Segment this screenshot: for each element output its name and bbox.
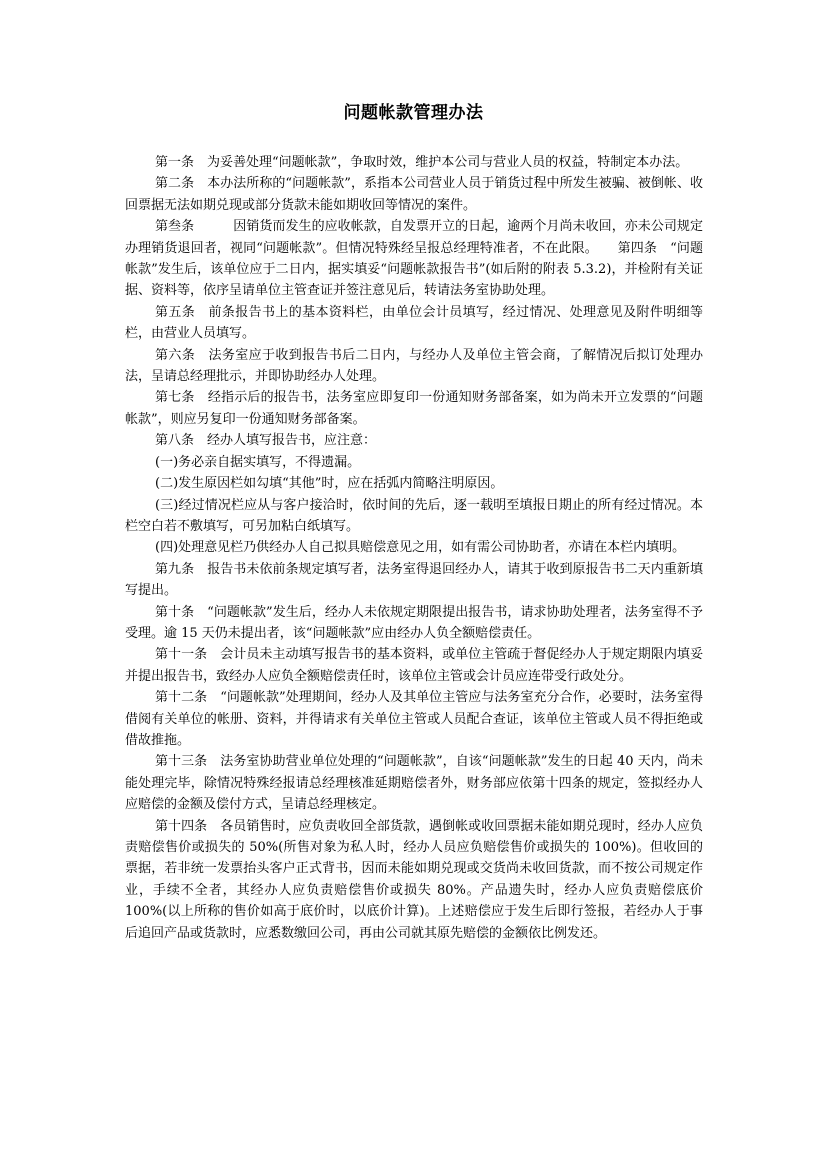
article-7: 第七条 经指示后的报告书，法务室应即复印一份通知财务部备案，如为尚未开立发票的“问题帐款”，则应另复印一份通知财务部备案。 — [125, 390, 703, 427]
article-9: 第九条 报告书未依前条规定填写者，法务室得退回经办人，请其于收到原报告书二天内重新填写提出。 — [125, 561, 703, 599]
article-6: 第六条 法务室应于收到报告书后二日内，与经办人及单位主管会商，了解情况后拟订处理办法，呈请总经理批示，并即协助经办人处理。 — [125, 347, 703, 385]
article-3-and-4: 第叁条 因销货而发生的应收帐款，自发票开立的日起，逾两个月尚未收回，亦未公司规定办理销货退回者，视同“问题帐款”。但情况特殊经呈报总经理特准者，不在此限。 第四条 “问题帐款”发生后，该单位应于二日内，据实填妥“问题帐款报告书”(如后附的附表 5.3.2)，并检附有关证据、资料等，依序呈请单位主管查证并签注意见后，转请法务室协助处理。 — [125, 219, 703, 299]
article-11: 第十一条 会计员未主动填写报告书的基本资料，或单位主管疏于督促经办人于规定期限内填妥并提出报告书，致经办人应负全额赔偿责任时，该单位主管或会计员应连带受行政处分。 — [125, 647, 703, 684]
article-8-item-2: (二)发生原因栏如勾填“其他”时，应在括弧内简略注明原因。 — [155, 476, 504, 492]
article-10: 第十条 “问题帐款”发生后，经办人未依规定期限提出报告书，请求协助处理者，法务室得不予受理。逾 15 天仍未提出者，该“问题帐款”应由经办人负全额赔偿责任。 — [125, 604, 703, 641]
article-8: 第八条 经办人填写报告书，应注意： — [155, 433, 377, 449]
article-12: 第十二条 “问题帐款”处理期间，经办人及其单位主管应与法务室充分合作，必要时，法务室得借阅有关单位的帐册、资料，并得请求有关单位主管或人员配合查证，该单位主管或人员不得拒绝或借故推拖。 — [125, 690, 703, 748]
article-8-item-4: (四)处理意见栏乃供经办人自己拟具赔偿意见之用，如有需公司协助者，亦请在本栏内填明。 — [155, 540, 686, 556]
article-13: 第十三条 法务室协助营业单位处理的“问题帐款”，自该“问题帐款”发生的日起 40 天内，尚未能处理完毕，除情况特殊经报请总经理核准延期赔偿者外，财务部应依第十四条的规定，签拟经办人应赔偿的金额及偿付方式，呈请总经理核定。 — [125, 754, 703, 813]
article-8-item-1: (一)务必亲自据实填写，不得遗漏。 — [155, 454, 361, 470]
article-8-item-3: (三)经过情况栏应从与客户接洽时，依时间的先后，逐一载明至填报日期止的所有经过情况。本栏空白若不敷填写，可另加粘白纸填写。 — [125, 497, 703, 534]
article-2: 第二条 本办法所称的“问题帐款”，系指本公司营业人员于销货过程中所发生被骗、被倒帐、收回票据无法如期兑现或部分货款未能如期收回等情况的案件。 — [125, 176, 703, 213]
article-5: 第五条 前条报告书上的基本资料栏，由单位会计员填写，经过情况、处理意见及附件明细等栏，由营业人员填写。 — [125, 304, 703, 342]
article-1: 第一条 为妥善处理“问题帐款”，争取时效，维护本公司与营业人员的权益，特制定本办法。 — [155, 155, 689, 170]
document-body — [125, 152, 703, 944]
article-14: 第十四条 各员销售时，应负责收回全部货款，遇倒帐或收回票据未能如期兑现时，经办人应负责赔偿售价或损失的 50%(所售对象为私人时，经办人员应负赔偿售价或损失的 100%)。但收回的票据，若非统一发票抬头客户正式背书，因而未能如期兑现或交货尚未收回货款，而不按公司规定作业，手续不全者，其经办人应负责赔偿售价或损失 80%。产品遗失时，经办人应负责赔偿底价 100%(以上所称的售价如高于底价时，以底价计算)。上述赔偿应于发生后即行签报，若经办人于事后追回产品或货款时，应悉数缴回公司，再由公司就其原先赔偿的金额依比例发还。 — [125, 818, 703, 941]
document-title: 问题帐款管理办法 — [343, 103, 484, 123]
